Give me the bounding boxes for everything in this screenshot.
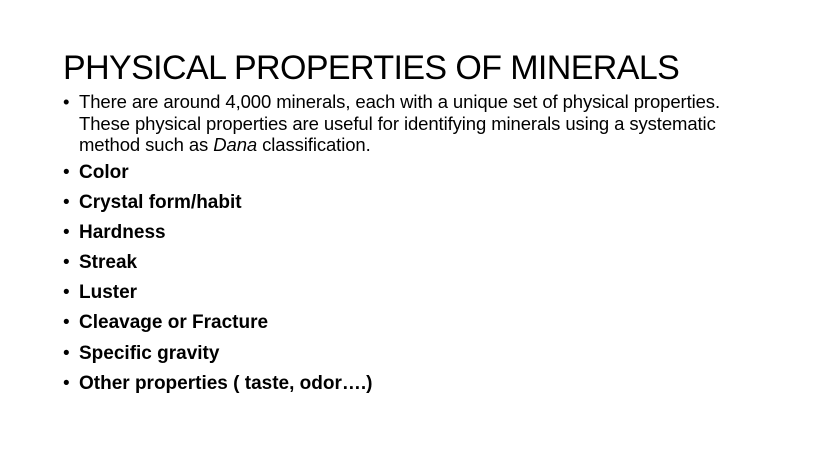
property-label: Hardness	[79, 222, 166, 244]
property-item	[63, 342, 372, 372]
property-label: Luster	[79, 282, 138, 304]
intro-text-part-1: There are around 4,000 minerals, each with a unique set of physical properties. These physical properties are useful for identifying minerals using a systematic method such as	[79, 91, 721, 155]
property-item	[63, 372, 372, 402]
property-list	[63, 161, 372, 402]
property-label: Other properties ( taste, odor….)	[79, 372, 373, 394]
bullet-icon: •	[63, 192, 70, 214]
intro-text-part-2: classification.	[257, 134, 371, 155]
property-item	[63, 311, 372, 341]
property-item	[63, 221, 372, 251]
property-label: Crystal form/habit	[79, 192, 242, 214]
bullet-icon: •	[63, 312, 70, 334]
bullet-icon: •	[63, 252, 70, 274]
bullet-icon: •	[63, 222, 70, 244]
bullet-icon: •	[63, 342, 70, 364]
property-label: Color	[79, 162, 129, 183]
intro-bullet	[63, 91, 773, 156]
bullet-icon: •	[63, 162, 70, 183]
bullet-icon: •	[63, 91, 70, 112]
property-item	[63, 251, 372, 281]
property-item	[63, 281, 372, 311]
property-label: Cleavage or Fracture	[79, 312, 269, 334]
property-item	[63, 161, 372, 191]
intro-text	[79, 91, 773, 156]
property-label: Streak	[79, 252, 138, 274]
bullet-icon: •	[63, 282, 70, 304]
property-label: Specific gravity	[79, 342, 220, 364]
bullet-icon: •	[63, 372, 70, 394]
property-item	[63, 191, 372, 221]
intro-text-emphasis: Dana	[213, 134, 258, 155]
slide-title: PHYSICAL PROPERTIES OF MINERALS	[63, 49, 680, 87]
